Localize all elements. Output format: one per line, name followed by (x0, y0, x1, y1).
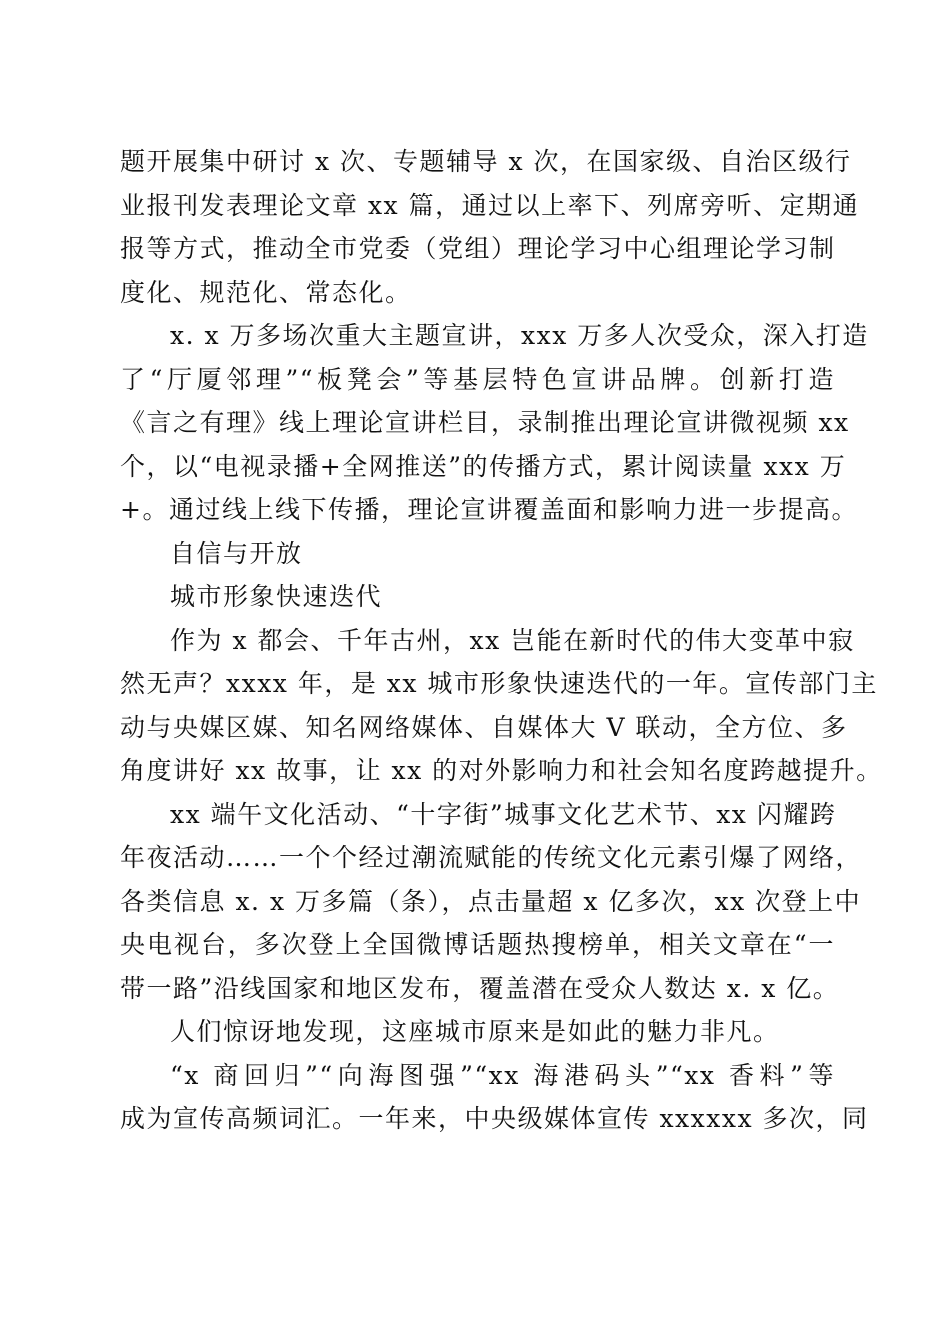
text-line: 《言之有理》线上理论宣讲栏目，录制推出理论宣讲微视频 xx (120, 408, 850, 437)
text-line: 自信与开放 (170, 538, 303, 568)
text-line: 度化、规范化、常态化。 (120, 277, 412, 307)
text-line: 城市形象快速迭代 (170, 582, 383, 611)
text-line: 动与央媒区媒、知名网络媒体、自媒体大 V 联动，全方位、多 (120, 712, 848, 742)
text-line: 个，以“电视录播+全网推送”的传播方式，累计阅读量 xxx 万 (120, 451, 847, 481)
text-line: 业报刊发表理论文章 xx 篇，通过以上率下、列席旁听、定期通 (120, 190, 860, 220)
text-line: 央电视台，多次登上全国微博话题热搜榜单，相关文章在“一 (120, 930, 835, 959)
text-line: 了“厅厦邻理”“板凳会”等基层特色宣讲品牌。创新打造 (120, 364, 835, 394)
text-line: 人们惊讶地发现，这座城市原来是如此的魅力非凡。 (170, 1017, 780, 1046)
text-line: 然无声？xxxx 年，是 xx 城市形象快速迭代的一年。宣传部门主 (120, 669, 878, 698)
text-line: 年夜活动……一个个经过潮流赋能的传统文化元素引爆了网络， (120, 843, 863, 872)
text-line: 成为宣传高频词汇。一年来，中央级媒体宣传 xxxxxx 多次，同 (120, 1104, 869, 1133)
text-line: 题开展集中研讨 x 次、专题辅导 x 次，在国家级、自治区级行 (120, 147, 852, 176)
text-line: 作为 x 都会、千年古州，xx 岂能在新时代的伟大变革中寂 (170, 625, 855, 655)
text-line: xx 端午文化活动、“十字街”城事文化艺术节、xx 闪耀跨 (170, 799, 837, 829)
text-line: 各类信息 x. x 万多篇（条），点击量超 x 亿多次，xx 次登上中 (120, 886, 862, 916)
text-line: 带一路”沿线国家和地区发布，覆盖潜在受众人数达 x. x 亿。 (120, 973, 840, 1003)
text-line: 报等方式，推动全市党委（党组）理论学习中心组理论学习制 (120, 234, 836, 263)
text-line: x. x 万多场次重大主题宣讲，xxx 万多人次受众，深入打造 (170, 321, 869, 350)
text-line: “x 商回归”“向海图强”“xx 海港码头”“xx 香料”等 (170, 1060, 835, 1090)
document-body (120, 140, 883, 1141)
text-line: 角度讲好 xx 故事，让 xx 的对外影响力和社会知名度跨越提升。 (120, 756, 883, 785)
text-line: +。通过线上线下传播，理论宣讲覆盖面和影响力进一步提高。 (120, 495, 858, 524)
